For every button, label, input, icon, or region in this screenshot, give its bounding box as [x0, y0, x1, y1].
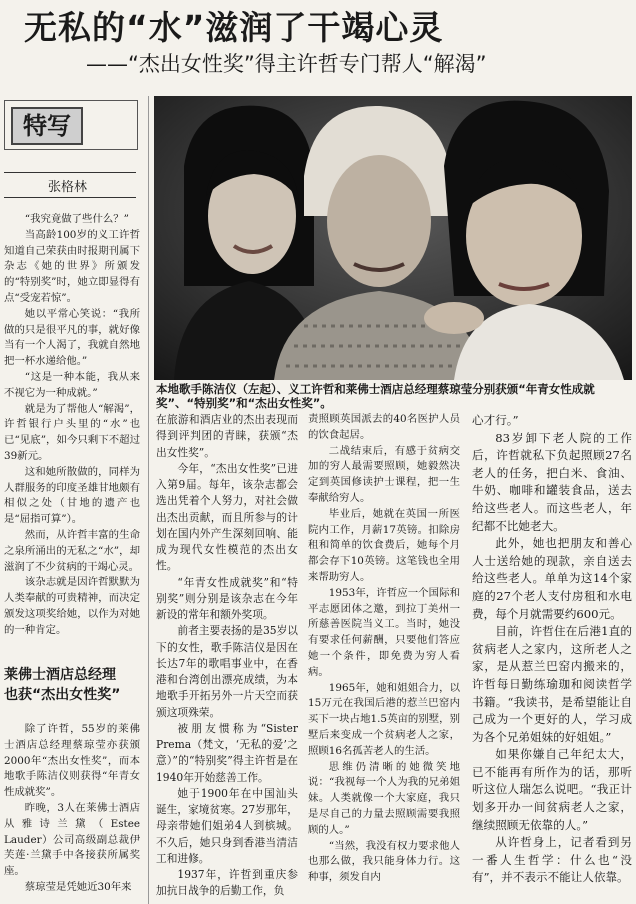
paragraph: 蔡琼莹是凭她近30年来 — [24, 880, 132, 893]
paragraph: “年青女性成就奖”和“特别奖”则分别是该杂志在今年新设的常年和额外奖项。 — [156, 575, 298, 621]
side-heading — [4, 665, 140, 705]
photo-illustration — [154, 96, 632, 380]
paragraph: 心才行。” — [472, 413, 519, 427]
section-tag: 特写 — [11, 107, 83, 145]
byline-divider — [4, 172, 136, 173]
paragraph: 当高龄100岁的义工许哲知道自己荣获由时报期刊属下杂志《她的世界》所颁发的“特别奖”时，她立即显得有点“受宠若惊”。 — [4, 228, 140, 304]
paragraph: 此外，她也把朋友和善心人士送给她的现款，亲自送去给这些老人。单单为这14个家庭的27个老人支付房租和水电费，每个月就需要约600元。 — [472, 536, 632, 621]
paragraph: “当然，我没有权力要求他人也那么做，我只能身体力行。这种事，须发自内 — [308, 839, 460, 884]
paragraph: 责照顾英国派去的40名医护人员的饮食起居。 — [308, 413, 460, 441]
paragraph: 83岁卸下老人院的工作后，许哲就私下负起照顾27名老人的任务，把白米、食油、牛奶、咖啡和罐装食品，送去给这些老人。而这些老人，年纪都不比她老大。 — [472, 430, 632, 533]
photo-caption: 本地歌手陈洁仪（左起）、义工许哲和莱佛士酒店总经理蔡琼莹分别获颁“年青女性成就奖”、“特别奖”和“杰出女性奖”。 — [156, 382, 595, 410]
paragraph: “这是一种本能，我从来不视它为一种成就。” — [4, 370, 140, 399]
paragraph: 1965年，她和姐姐合力，以15万元在我国后港的惹兰巴窑内买下一块占地1.5英亩的别墅，别墅后来变成一个贫病老人之家，照顾16名孤苦老人的生活。 — [308, 681, 460, 757]
subheadline: ——“杰出女性奖”得主许哲专门帮人“解渴” — [86, 52, 487, 76]
paragraph: 昨晚，3人在莱佛士酒店从雅诗兰黛（Estee Lauder）公司高级副总裁伊芙莲·兰黛手中各接获所属奖座。 — [4, 801, 140, 878]
side-heading-line-2: 也获“杰出女性奖” — [4, 687, 121, 703]
headline: 无私的“水”滋润了干竭心灵 — [24, 8, 444, 47]
paragraph: 她于1900年在中国汕头诞生，家境贫寒。27岁那年，母亲带她们姐弟4人到槟城。不久后，她只身到香港当清洁工和进修。 — [156, 786, 298, 865]
paragraph: 被朋友惯称为“Sister Prema（梵文，‘无私的爱’之意）”的“特别奖”得主许哲是在1940年开始慈善工作。 — [156, 721, 298, 784]
article-column-3 — [308, 412, 460, 886]
article-column-4 — [472, 412, 632, 887]
paragraph: 毕业后，她就在英国一所医院内工作，月薪17英镑。扣除房租和简单的饮食费后，她每个月都会存下10英镑。这笔钱也全用来帮助穷人。 — [308, 507, 460, 583]
paragraph: 二战结束后，有感于贫病交加的穷人最需要照顾，她毅然决定到英国修读护士课程，把一生奉献给穷人。 — [308, 444, 460, 504]
paragraph: 然而，从许哲丰富的生命之泉所涌出的无私之“水”，却滋润了不少贫病的干竭心灵。 — [4, 528, 140, 573]
paragraph: 就是为了帮他人“解渴”，许哲银行户头里的“水”也已“见底”，如今只剩下不超过39新元。 — [4, 402, 140, 462]
column-divider — [148, 96, 149, 904]
byline: 张格林 — [48, 180, 88, 195]
paragraph: 前者主要表扬的是35岁以下的女性，歌手陈洁仪是因在长达7年的歌唱事业中，在香港和台湾创出漂亮成绩，为本地歌手开拓另外一片天空而获颁这项殊荣。 — [156, 624, 298, 719]
paragraph: 1953年，许哲应一个国际和平志愿团体之邀，到拉丁美州一所慈善医院当义工。当时，她没有要求任何薪酬，只要他们答应她一个条件，即免费为穷人看病。 — [308, 586, 460, 678]
article-column-1-continued — [4, 722, 140, 896]
paragraph: 这和她所散做的，同样为人群服务的印度圣雄甘地颇有相似之处（甘地的遗产也是“屈指可算”）。 — [4, 465, 140, 526]
news-photo — [154, 96, 632, 380]
paragraph: 在旅游和酒店业的杰出表现而得到评判团的青睐，获颁“杰出女性奖”。 — [156, 413, 298, 459]
paragraph: 她以平常心笑说：“我所做的只是很平凡的事，就好像当有一个人渴了，我就自然地把一杯水递给他。” — [4, 307, 140, 368]
paragraph: 思维仍清晰的她微笑地说：“我视每一个人为我的兄弟姐妹。人类就像一个大家庭，我只是尽自己的力量去照顾需要我照顾的人。” — [308, 760, 460, 836]
paragraph: 如果你嫌自己年纪太大，已不能再有所作为的话，那听听这位人瑞怎么说吧。“我正计划多开办一间贫病老人之家，继续照顾无依靠的人。” — [472, 747, 632, 832]
side-heading-line-1: 莱佛士酒店总经理 — [4, 667, 116, 683]
paragraph: 目前，许哲住在后港1直的贫病老人之家内，这所老人之家，是从惹兰巴窑内搬来的，许哲每日勤练瑜珈和阅读哲学书籍。“我读书，是希望能让自己成为一个更好的人，学习成为各个兄弟姐妹的好姐姐。” — [472, 624, 632, 744]
paragraph: 除了许哲，55岁的莱佛士酒店总经理蔡琼莹亦获颁2000年“杰出女性奖”，而本地歌手陈洁仪则获得“年青女性成就奖”。 — [4, 723, 140, 799]
paragraph: 从许哲身上，记者看到另一番人生哲学：什么也“没有”，并不表示不能让人依靠。 — [472, 835, 632, 885]
article-column-2 — [156, 412, 298, 900]
paragraph: “我究竟做了些什么？” — [24, 213, 129, 225]
paragraph: 今年，“杰出女性奖”已进入第9届。每年，该杂志都会选出凭着个人努力，对社会做出杰出贡献，而且所参与的计划在国内外产生深刻回响、能成为现代女性模范的杰出女性。 — [156, 461, 298, 573]
byline-divider — [4, 197, 136, 198]
section-tag-frame — [4, 100, 138, 150]
paragraph: 1937年，许哲到重庆参加抗日战争的后勤工作，负 — [156, 868, 298, 898]
paragraph: 该杂志就是因许哲默默为人类奉献的可贵精神，而决定颁发这项奖给她，以作为对她的一种肯定。 — [4, 576, 140, 636]
article-column-1 — [4, 212, 140, 639]
